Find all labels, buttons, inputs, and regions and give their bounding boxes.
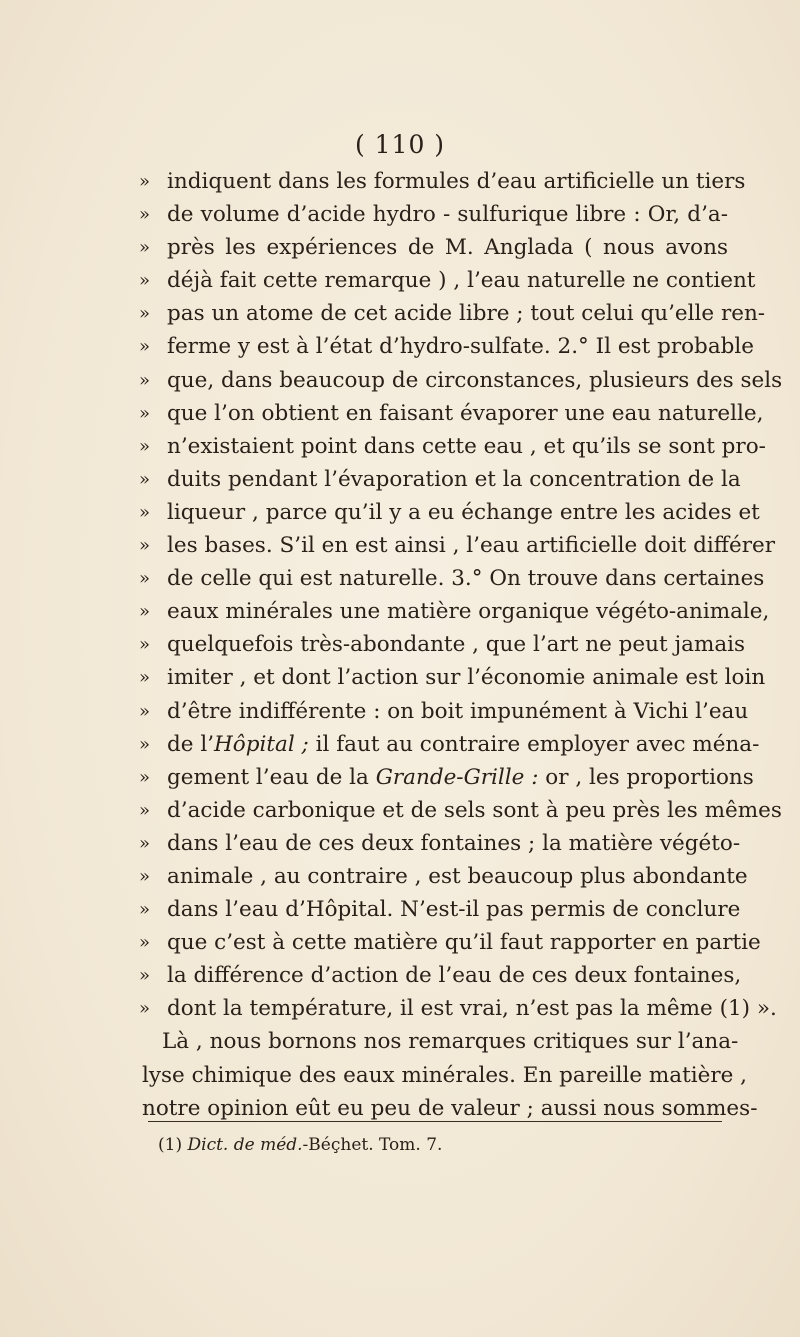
- text-line: [139, 430, 766, 463]
- text-line: [139, 992, 777, 1025]
- text-line: [139, 231, 728, 264]
- text-run: que l’on obtient en faisant évaporer une eau naturelle,: [167, 400, 764, 426]
- text-run: dans l’eau d’Hôpital. N’est-il pas permis de conclure: [167, 897, 741, 923]
- text-run: pas un atome de cet acide libre ; tout celui qu’elle ren-: [167, 301, 766, 327]
- text-run: de celle qui est naturelle. 3.° On trouve dans certaines: [167, 566, 765, 592]
- line-content: [167, 761, 754, 794]
- text-run: animale , au contraire , est beaucoup plus abondante: [167, 863, 748, 889]
- text-line: [139, 496, 760, 529]
- quote-mark: »: [139, 998, 151, 1020]
- line-content: [167, 562, 765, 595]
- quote-mark: »: [139, 336, 151, 358]
- body-text: [139, 165, 783, 1125]
- line-content: [167, 297, 766, 330]
- page-number: ( 110 ): [354, 130, 446, 159]
- quote-mark: »: [139, 733, 151, 755]
- text-line: [139, 297, 766, 330]
- text-run: la différence d’action de l’eau de ces deux fontaines,: [167, 963, 742, 989]
- text-line: [139, 397, 764, 430]
- quote-mark: »: [139, 535, 151, 557]
- text-run: n’existaient point dans cette eau , et qu’ils se sont pro-: [167, 433, 766, 459]
- quote-mark: »: [139, 402, 151, 424]
- quote-mark: »: [139, 270, 151, 292]
- line-content: [167, 794, 782, 827]
- line-content: [167, 198, 728, 231]
- footnote-rest: -Béçhet. Tom. 7.: [302, 1135, 443, 1155]
- footnote-source: Dict. de méd.: [187, 1135, 303, 1155]
- line-content: [167, 496, 760, 529]
- quote-mark: »: [139, 667, 151, 689]
- text-run: dans l’eau de ces deux fontaines ; la matière végéto-: [167, 830, 741, 856]
- line-content: [142, 1059, 748, 1092]
- text-run: d’acide carbonique et de sels sont à peu près les mêmes: [167, 797, 782, 823]
- quote-mark: »: [139, 932, 151, 954]
- text-line: [142, 1092, 758, 1125]
- text-line: [139, 330, 754, 363]
- quote-mark: »: [139, 171, 151, 192]
- line-content: [167, 595, 770, 628]
- line-content: [167, 695, 749, 728]
- quote-mark: »: [139, 435, 151, 457]
- text-run: or , les proportions: [538, 764, 754, 790]
- text-run: imiter , et dont l’action sur l’économie animale est loin: [167, 665, 766, 691]
- quote-mark: »: [139, 965, 151, 987]
- line-content: [167, 165, 746, 198]
- text-run: lyse chimique des eaux minérales. En pareille matière ,: [142, 1062, 748, 1088]
- text-line: [139, 695, 749, 728]
- text-line: [139, 364, 783, 397]
- quote-mark: »: [139, 501, 151, 523]
- line-content: [167, 959, 742, 992]
- text-run: de volume d’acide hydro - sulfurique libre : Or, d’a-: [167, 202, 728, 228]
- line-content: [167, 397, 764, 430]
- text-line: [139, 595, 770, 628]
- text-line: [139, 198, 728, 231]
- text-run: ferme y est à l’état d’hydro-sulfate. 2.° Il est probable: [167, 334, 754, 360]
- line-content: [167, 330, 754, 363]
- italic-text: Grande-Grille :: [375, 764, 539, 790]
- quote-mark: »: [139, 237, 151, 259]
- text-line: [139, 827, 741, 860]
- footnote-marker: (1): [158, 1135, 183, 1155]
- quote-mark: »: [139, 303, 151, 325]
- line-content: [167, 463, 741, 496]
- line-content: [167, 529, 776, 562]
- text-line: [139, 893, 741, 926]
- quote-mark: »: [139, 700, 151, 722]
- text-run: Là , nous bornons nos remarques critiques sur l’ana-: [162, 1029, 739, 1055]
- text-line: [139, 959, 742, 992]
- line-content: [167, 827, 741, 860]
- line-content: [167, 728, 760, 761]
- quote-mark: »: [139, 832, 151, 854]
- text-line: [142, 1025, 739, 1058]
- text-line: [139, 463, 741, 496]
- text-line: [139, 165, 746, 198]
- text-run: de l’: [167, 731, 215, 757]
- text-line: [139, 926, 761, 959]
- quote-mark: »: [139, 468, 151, 490]
- text-line: [139, 860, 748, 893]
- quote-mark: »: [139, 369, 151, 391]
- line-content: [167, 992, 777, 1025]
- quote-mark: »: [139, 568, 151, 590]
- footnote: [158, 1133, 442, 1157]
- footnote-rule: [148, 1121, 722, 1122]
- text-run: que c’est à cette matière qu’il faut rapporter en partie: [167, 930, 761, 956]
- text-run: eaux minérales une matière organique végéto-animale,: [167, 599, 770, 625]
- text-run: indiquent dans les formules d’eau artificielle un tiers: [167, 169, 746, 194]
- text-run: d’être indifférente : on boit impunément à Vichi l’eau: [167, 698, 749, 724]
- text-line: [139, 264, 756, 297]
- italic-text: Hôpital ;: [214, 731, 309, 757]
- text-line: [139, 661, 766, 694]
- text-line: [139, 728, 760, 761]
- text-run: près les expériences de M. Anglada ( nous avons: [167, 235, 728, 261]
- line-content: [142, 1092, 758, 1125]
- text-run: gement l’eau de la: [167, 764, 376, 790]
- line-content: [167, 231, 728, 264]
- quote-mark: »: [139, 865, 151, 887]
- line-content: [167, 430, 766, 463]
- quote-mark: »: [139, 601, 151, 623]
- text-run: déjà fait cette remarque ) , l’eau naturelle ne contient: [167, 268, 756, 294]
- text-line: [139, 529, 776, 562]
- text-run: notre opinion eût eu peu de valeur ; aussi nous sommes-: [142, 1095, 758, 1121]
- text-run: quelquefois très-abondante , que l’art ne peut jamais: [167, 632, 746, 658]
- text-run: duits pendant l’évaporation et la concentration de la: [167, 466, 741, 492]
- text-run: liqueur , parce qu’il y a eu échange entre les acides et: [167, 499, 760, 525]
- text-run: les bases. S’il en est ainsi , l’eau artificielle doit différer: [167, 533, 776, 559]
- quote-mark: »: [139, 766, 151, 788]
- text-line: [142, 1059, 748, 1092]
- line-content: [167, 264, 756, 297]
- line-content: [167, 364, 783, 397]
- line-content: [162, 1025, 739, 1058]
- text-line: [139, 761, 754, 794]
- text-line: [139, 794, 782, 827]
- quote-mark: »: [139, 799, 151, 821]
- line-content: [167, 926, 761, 959]
- text-line: [139, 562, 765, 595]
- text-run: il faut au contraire employer avec ména-: [308, 731, 760, 757]
- quote-mark: »: [139, 204, 151, 226]
- quote-mark: »: [139, 634, 151, 656]
- line-content: [167, 860, 748, 893]
- text-line: [139, 628, 746, 661]
- line-content: [167, 661, 766, 694]
- text-run: dont la température, il est vrai, n’est pas la même (1) ».: [167, 996, 777, 1022]
- line-content: [167, 628, 746, 661]
- text-run: que, dans beaucoup de circonstances, plusieurs des sels: [167, 367, 783, 393]
- line-content: [167, 893, 741, 926]
- quote-mark: »: [139, 899, 151, 921]
